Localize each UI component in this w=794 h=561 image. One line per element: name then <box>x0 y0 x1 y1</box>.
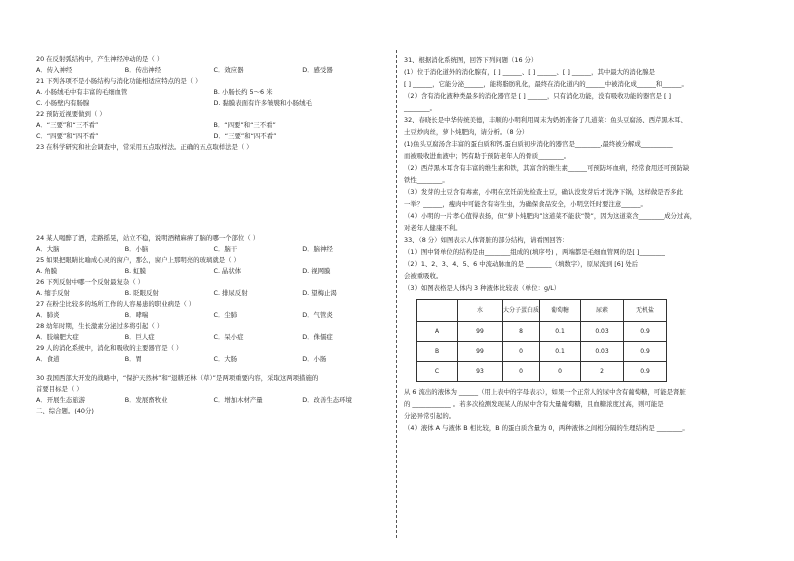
table-cell: 0.9 <box>624 342 667 362</box>
table-cell: 93 <box>458 362 503 382</box>
option: C．呆小症 <box>213 333 244 341</box>
question-33-line: 会被重吸收。 <box>404 272 443 280</box>
question-21-stem: 21 下列各项不是小肠结构与消化功能相适应特点的是（ ） <box>36 77 202 85</box>
option: B. 虹膜 <box>124 267 146 275</box>
table-cell: B <box>417 342 458 362</box>
question-33-line: （3）如图表格是人体内 3 种液体比较表（单位：g/L） <box>404 284 561 292</box>
option: A．“三要”和“三不看” <box>36 121 99 129</box>
table-cell: 99 <box>458 342 503 362</box>
table-cell: 0 <box>540 362 581 382</box>
column-divider <box>396 50 397 538</box>
question-33-line: （1）图中肾单位的结构是由________组成的(填序号) ，两端都是毛细血管网的是[ ]________ <box>404 248 665 256</box>
blank-space <box>36 365 391 373</box>
question-29-options <box>36 354 391 365</box>
table-cell: 0.1 <box>540 342 581 362</box>
table-cell: 0.1 <box>540 322 581 342</box>
question-23-stem: 23 在科学研究和社会调查中，常采用五点取样法。正确的五点取样法是（ ） <box>36 143 253 151</box>
question-26-stem: 26 下列反射中哪一个反射最复杂（ ） <box>36 278 145 286</box>
option: B. 眨眼反射 <box>124 289 159 297</box>
option: D．“三要”和“四不看” <box>213 132 277 140</box>
option: C．大肠 <box>213 355 238 363</box>
option: D．侏儒症 <box>302 333 333 341</box>
question-25-options <box>36 266 391 277</box>
option: D．改善生态环境 <box>302 396 352 404</box>
question-22-stem: 22 预防近视要做到（ ） <box>36 110 106 118</box>
table-cell: C <box>417 362 458 382</box>
question-27-options <box>36 310 391 321</box>
option: D. 黏膜表面有许多皱襞和小肠绒毛 <box>213 99 312 107</box>
question-32-line: (1)鱼头豆腐汤含丰富的蛋白质和钙,蛋白质初步消化的器官是________,最终被分解成__________ <box>404 140 673 148</box>
option: D. 视网膜 <box>302 267 331 275</box>
question-32-line: （2）西芹黑木耳含有丰富的维生素和铁，其富含的维生素______可预防坏血病，经常食用还可预防缺 <box>404 164 690 172</box>
table-header: 水 <box>458 300 503 322</box>
option: B．传出神经 <box>124 66 162 74</box>
question-31-line: ________。 <box>404 104 436 112</box>
question-25-stem: 25 如果把眼睛比喻成心灵的窗户，那么，窗户上那明亮的玻璃就是（ ） <box>36 256 240 264</box>
question-24-stem: 24 某人喝醉了酒，走路摇晃，站立不稳，说明酒精麻痹了脑的哪一个部位（ ） <box>36 234 260 242</box>
question-33-line: （2）1、2、3、4、5、6 中流动脉血的是 ________（填数字），原尿流到 [6] 处后 <box>404 260 639 268</box>
question-21-options-row2 <box>36 98 391 109</box>
option: C. 晶状体 <box>213 267 242 275</box>
section-heading: 二、综合题。(40分) <box>36 407 94 415</box>
table-header: 无机盐 <box>624 300 667 322</box>
option: A．传入神经 <box>36 66 73 74</box>
question-31-line: (1）位于消化道外的消化腺有，[ ] ______、[ ] ______、[ ] ______，其中最大的消化腺是 <box>404 68 655 76</box>
question-29-stem: 29 人的消化系统中，消化和吸收的主要器官是（ ） <box>36 344 183 352</box>
table-cell: 99 <box>458 322 503 342</box>
question-28-options <box>36 332 391 343</box>
option: C. 小肠壁内有肠腺 <box>36 99 90 107</box>
table-cell: 8 <box>503 322 540 342</box>
question-32-line: （3）发芽的土豆含有毒素，小明在烹饪前先检查土豆，确认没发芽后才洗净下锅，这样做是否多此 <box>404 188 683 196</box>
question-33-line: 分泌异常引起的。 <box>404 412 456 420</box>
blank-space <box>36 153 391 233</box>
table-cell: A <box>417 322 458 342</box>
question-26-options <box>36 288 391 299</box>
table-cell: 0.9 <box>624 362 667 382</box>
question-31-line: [ ] ______，它能分泌______，能将脂肪乳化，最终在消化道内的______中被消化成______和______。 <box>404 80 688 88</box>
question-24-options <box>36 244 391 255</box>
question-30-options <box>36 395 391 406</box>
option: A. 缩手反射 <box>36 289 70 297</box>
option: C．脑干 <box>213 245 238 253</box>
table-header: 葡萄糖 <box>540 300 581 322</box>
option: D．脑神经 <box>302 245 333 253</box>
question-22-options-row1 <box>36 120 391 131</box>
option: D．小肠 <box>302 355 327 363</box>
question-33-line: 的 ____________ 。若多次检测发现某人的尿中含有大量葡萄糖，且血糖浓度过高，则可能是 <box>404 400 664 408</box>
question-31-title: 31、根据消化系统图，回答下列问题（16 分） <box>404 56 538 64</box>
option: B．小脑 <box>124 245 149 253</box>
option: A．肢端肥大症 <box>36 333 79 341</box>
table-cell: 0.03 <box>581 342 624 362</box>
question-32-line: （4）小明的一片孝心值得表扬，但“萝卜炖肥肉”这道菜不能获“赞”，因为这道菜含________成分过高， <box>404 212 697 220</box>
option: B．巨人症 <box>124 333 155 341</box>
table-header: 大分子蛋白质 <box>503 300 540 322</box>
right-column <box>404 54 776 434</box>
table-cell: 0 <box>503 342 540 362</box>
question-20-stem: 20 在反射弧结构中，产生神经冲动的是（ ） <box>36 55 164 63</box>
option: B．哮喘 <box>124 311 149 319</box>
question-20-options <box>36 65 391 76</box>
option: B．发展畜牧业 <box>124 396 168 404</box>
question-32-line: 对老年人健康不利。 <box>404 224 462 232</box>
question-32-line: 而被吸收进血液中；钙有助于预防老年人的骨质________。 <box>404 152 571 160</box>
option: A．开展生态旅游 <box>36 396 86 404</box>
question-28-stem: 28 幼年时期，生长激素分泌过多将引起（ ） <box>36 322 164 330</box>
option: A．大脑 <box>36 245 60 253</box>
option: A．肺炎 <box>36 311 60 319</box>
option: B．“四要”和“三不看” <box>213 121 276 129</box>
table-row <box>417 342 667 362</box>
option: C．尘肺 <box>213 311 238 319</box>
option: A. 角膜 <box>36 267 58 275</box>
option: B. 小肠长约 5～6 米 <box>213 88 273 96</box>
question-33-line: 从 6 流出的液体为 ______（用上表中的字母表示），如果一个正常人的尿中含有葡萄糖，可能是肾脏 <box>404 388 686 396</box>
question-31-line: （2）含有消化液种类最多的消化器官是 [ ] ______，只有消化功能，没有吸收功能的器官是 [ ] <box>404 92 672 100</box>
question-27-stem: 27 在粉尘比较多的场所工作的人容易患的职业病是（ ） <box>36 300 196 308</box>
question-32-title: 32、春晓长是中华传统美德，丰顺的小明利用周末为奶奶准备了几道菜：鱼头豆腐汤、西芹黑木耳、 <box>404 116 687 124</box>
question-30-stem-line1: 30 我国西部大开发的战略中，“保护天然林”和“退耕还林（草）”是两项重要内容，采取这两项措施的 <box>36 374 319 382</box>
table-header <box>417 300 458 322</box>
option: C．“四要”和“四不看” <box>36 132 99 140</box>
question-30-stem-line2: 首要目标是（ ） <box>36 385 83 393</box>
table-cell: 0.9 <box>624 322 667 342</box>
question-32-line: 一举？______，瘦肉中可能含有寄生虫，为确保食品安全，小明烹饪时要注意______。 <box>404 200 647 208</box>
table-cell: 0 <box>503 362 540 382</box>
table-header-row <box>417 300 667 322</box>
question-33-title: 33、（8 分）如图表示人体肾脏的部分结构，请看图回答： <box>404 236 569 244</box>
option: A．食道 <box>36 355 60 363</box>
question-32-line: 铁性________。 <box>404 176 449 184</box>
option: D．感受器 <box>302 66 333 74</box>
table-cell: 0.03 <box>581 322 624 342</box>
option: C．增加木材产量 <box>213 396 263 404</box>
question-22-options-row2 <box>36 131 391 142</box>
option: C. 排尿反射 <box>213 289 248 297</box>
left-column <box>36 54 391 417</box>
question-21-options-row1 <box>36 87 391 98</box>
option: D．气管炎 <box>302 311 333 319</box>
table-row <box>417 362 667 382</box>
liquid-comparison-table <box>416 299 667 382</box>
option: A. 小肠绒毛中有丰富的毛细血管 <box>36 88 128 96</box>
option: B．胃 <box>124 355 142 363</box>
table-cell: 2 <box>581 362 624 382</box>
question-32-title-line2: 土豆炒肉丝，萝卜炖肥肉，请分析。（8 分） <box>404 128 529 136</box>
option: D. 望梅止渴 <box>302 289 337 297</box>
table-row <box>417 322 667 342</box>
table-header: 尿素 <box>581 300 624 322</box>
option: C．效应器 <box>213 66 244 74</box>
question-33-line: （4）液体 A 与液体 B 相比较，B 的蛋白质含量为 0，两种液体之间相分隔的生理结构是 ________。 <box>404 424 689 432</box>
